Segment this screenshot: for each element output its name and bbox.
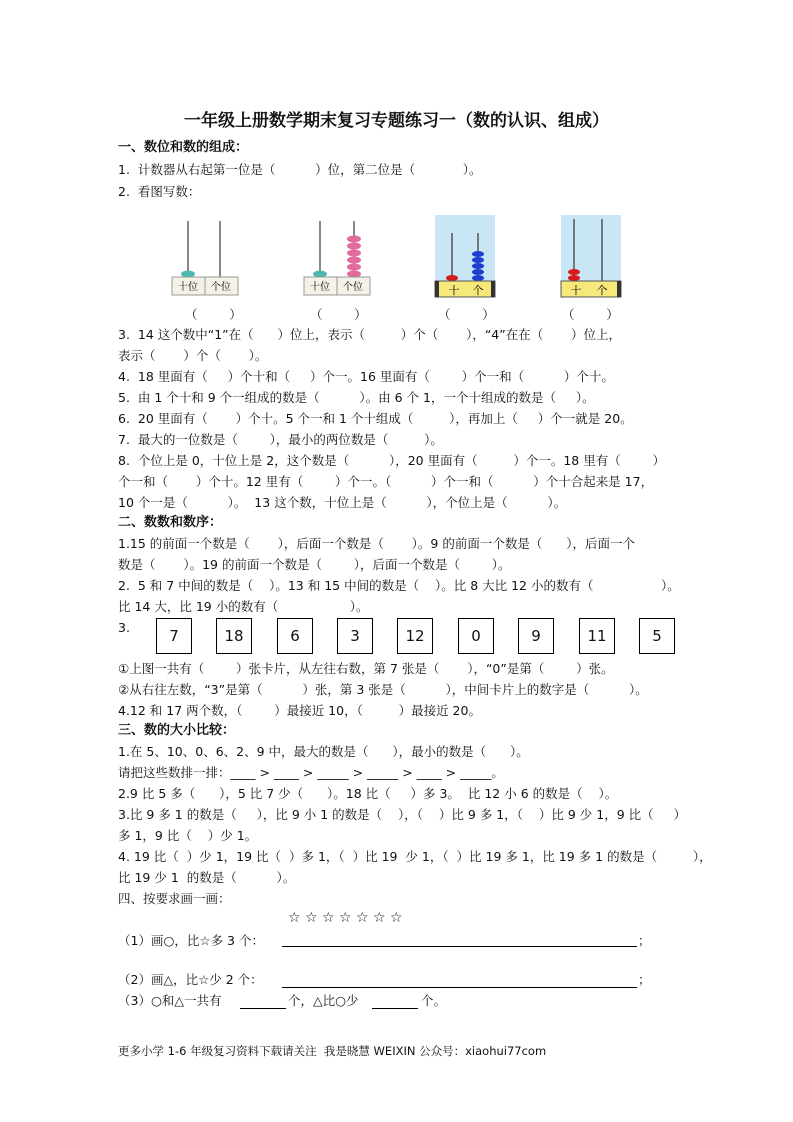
question-2-3: 3. [118, 620, 130, 635]
question-1-8-cont: 个一和（ ）个十。12 里有（ ）个一。（ ）个一和（ ）个十合起来是 17， [118, 474, 654, 489]
question-1-8-cont2: 10 个一是（ ）。 13 这个数，十位上是（ ），个位上是（ ）。 [118, 495, 567, 510]
place-label: 十位 [310, 282, 330, 293]
place-label: 个 [472, 284, 484, 297]
page-title: 一年级上册数学期末复习专题练习一（数的认识、组成） [184, 111, 609, 131]
number-card: 3 [337, 618, 373, 654]
number-card: 5 [639, 618, 675, 654]
number-card: 6 [277, 618, 313, 654]
question-4-3-part2: 个，△比○少 [288, 993, 359, 1008]
question-4-2: （2）画△，比☆少 2 个： [118, 972, 263, 987]
number-card: 9 [518, 618, 554, 654]
question-3-3-cont: 多 1，9 比（ ）少 1。 [118, 828, 258, 843]
number-card: 7 [156, 618, 192, 654]
abacus-figure-3 [432, 215, 498, 303]
answer-blank-total[interactable] [240, 1008, 286, 1009]
place-label: 十 [570, 284, 582, 297]
question-3-4: 4. 19 比（ ）少 1，19 比（ ）多 1，（ ）比 19 少 1，（ ）比 19 多 1，比 19 多 1 的数是（ ）， [118, 849, 712, 864]
line-end-mark: ； [638, 972, 651, 987]
question-1-3-cont: 表示（ ）个（ ）。 [118, 348, 268, 363]
section-heading-2: 二、数数和数序： [118, 515, 223, 530]
answer-paren-4: （ ） [562, 307, 619, 322]
place-label: 个位 [211, 282, 231, 293]
question-2-3-i: ①上图一共有（ ）张卡片，从左往右数，第 7 张是（ ），“0”是第（ ）张。 [118, 661, 614, 676]
star-row: ☆ ☆ ☆ ☆ ☆ ☆ ☆ [288, 910, 403, 926]
question-3-3: 3.比 9 多 1 的数是（ ），比 9 小 1 的数是（ ），（ ）比 9 多 1，（ ）比 9 少 1，9 比（ ） [118, 807, 687, 822]
question-4-3-part1: （3）○和△一共有 [118, 993, 222, 1008]
place-label: 个位 [343, 282, 363, 293]
question-3-2: 2.9 比 5 多（ ），5 比 7 少（ ）。18 比（ ）多 3。 比 12 小 6 的数是（ ）。 [118, 786, 618, 801]
question-2-4: 4.12 和 17 两个数，（ ）最接近 10，（ ）最接近 20。 [118, 703, 481, 718]
question-2-1: 1.15 的前面一个数是（ ），后面一个数是（ ）。9 的前面一个数是（ ），后面一个 [118, 536, 635, 551]
abacus-figure-2 [300, 215, 374, 303]
question-2-1-cont: 数是（ ）。19 的前面一个数是（ ），后面一个数是（ ）。 [118, 557, 511, 572]
answer-paren-3: （ ） [438, 307, 495, 322]
line-end-mark: ； [638, 933, 651, 948]
question-3-1: 1.在 5、10、0、6、2、9 中，最大的数是（ ），最小的数是（ ）。 [118, 744, 529, 759]
answer-line-1[interactable] [282, 946, 637, 947]
question-3-1-cont: 请把这些数排一排：____ > ____ > _____ > _____ > ____ > _____。 [118, 765, 504, 780]
question-1-4: 4. 18 里面有（ ）个十和（ ）个一。16 里面有（ ）个一和（ ）个十。 [118, 369, 614, 384]
answer-line-2[interactable] [282, 987, 637, 988]
question-1-3: 3. 14 这个数中“1”在（ ）位上，表示（ ）个（ ），“4”在在（ ）位上， [118, 327, 622, 342]
question-4-1: （1）画○，比☆多 3 个： [118, 933, 264, 948]
answer-paren-1: （ ） [185, 307, 242, 322]
section-heading-3: 三、数的大小比较： [118, 723, 236, 738]
question-3-4-cont: 比 19 少 1 的数是（ ）。 [118, 870, 296, 885]
answer-blank-diff[interactable] [372, 1008, 418, 1009]
question-1-2: 2. 看图写数： [118, 184, 201, 199]
question-1-8: 8. 个位上是 0，十位上是 2，这个数是（ ），20 里面有（ ）个一。18 里有（ ） [118, 453, 666, 468]
footer-note: 更多小学 1-6 年级复习资料下载请关注 我是晓慧 WEIXIN 公众号：xiaohui77com [118, 1044, 547, 1058]
question-2-2-cont: 比 14 大，比 19 小的数有（ ）。 [118, 599, 369, 614]
abacus-figure-1 [168, 215, 242, 303]
section-heading-1: 一、数位和数的组成： [118, 140, 249, 155]
answer-paren-2: （ ） [310, 307, 367, 322]
question-1-7: 7. 最大的一位数是（ ），最小的两位数是（ ）。 [118, 432, 443, 447]
number-card: 0 [458, 618, 494, 654]
question-1-6: 6. 20 里面有（ ）个十。5 个一和 1 个十组成（ ），再加上（ ）个一就是 20。 [118, 411, 633, 426]
place-label: 个 [596, 284, 608, 297]
question-1-5: 5. 由 1 个十和 9 个一组成的数是（ ）。由 6 个 1，一个十组成的数是（ ）。 [118, 390, 595, 405]
question-4-3-part3: 个。 [421, 993, 447, 1008]
place-label: 十位 [178, 282, 198, 293]
number-card: 18 [216, 618, 252, 654]
abacus-figure-4 [558, 215, 624, 303]
question-2-3-ii: ②从右往左数，“3”是第（ ）张，第 3 张是（ ），中间卡片上的数字是（ ）。 [118, 682, 648, 697]
section-heading-4: 四、按要求画一画： [118, 891, 231, 906]
question-1-1: 1. 计数器从右起第一位是（ ）位，第二位是（ ）。 [118, 162, 482, 177]
number-card: 11 [579, 618, 615, 654]
number-card: 12 [397, 618, 433, 654]
place-label: 十 [448, 284, 460, 297]
question-2-2: 2. 5 和 7 中间的数是（ ）。13 和 15 中间的数是（ ）。比 8 大比 12 小的数有（ ）。 [118, 578, 680, 593]
